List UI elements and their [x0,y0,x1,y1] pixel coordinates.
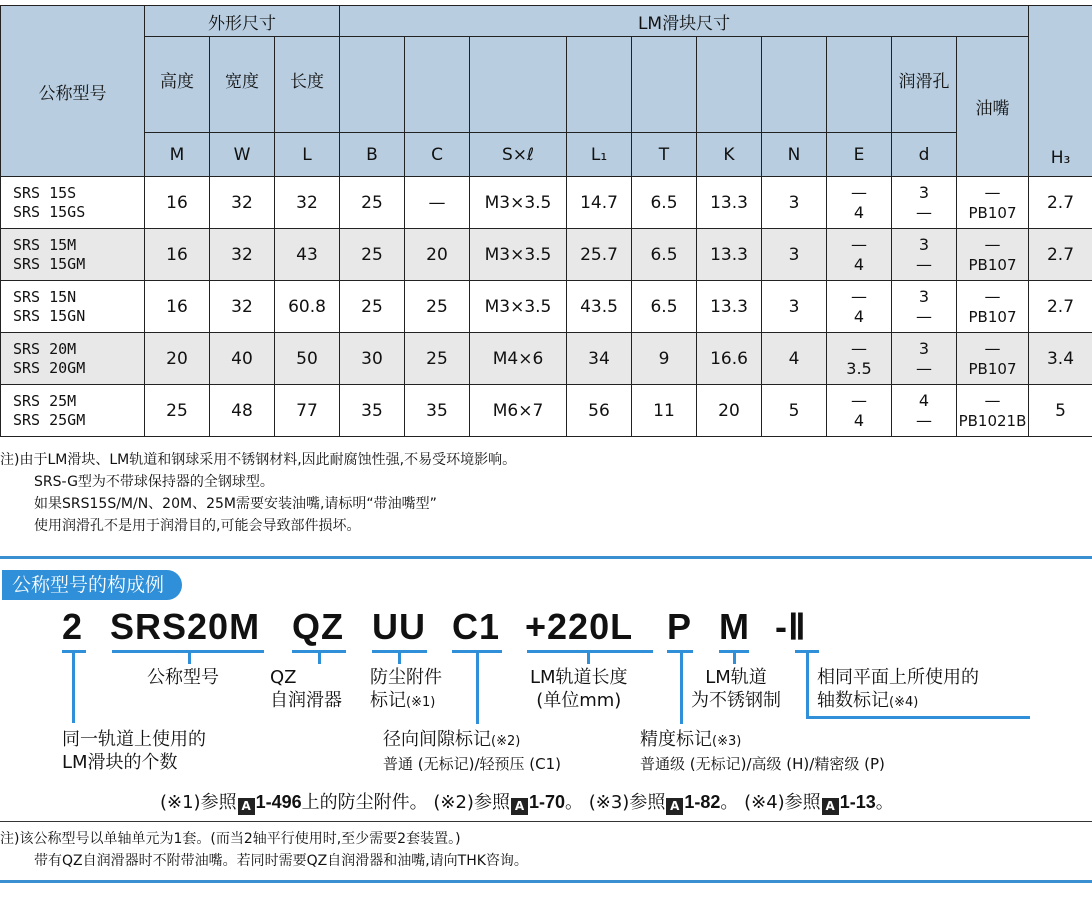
cell-T: 6.5 [632,281,697,333]
cell-K: 13.3 [697,281,762,333]
cell-S: M3×3.5 [470,281,567,333]
cell-N: 3 [762,281,827,333]
sym-L1: L₁ [567,133,632,177]
sym-T: T [632,133,697,177]
note-line: 注)由于LM滑块、LM轨道和钢球采用不锈钢材料,因此耐腐蚀性强,不易受环境影响。 [0,452,517,468]
note-line: SRS-G型为不带球保持器的全钢球型。 [34,474,274,490]
sym-Sl: S×ℓ [470,133,567,177]
cell-B: 30 [340,333,405,385]
cell-nipple: — PB107 [957,229,1029,281]
cell-L1: 14.7 [567,177,632,229]
note-line: 注)该公称型号以单轴单元为1套。(而当2轴平行使用时,至少需要2套装置。) [0,831,461,847]
cell-nipple: — PB1021B [957,385,1029,437]
cell-K: 16.6 [697,333,762,385]
composition-title: 公称型号的构成例 [2,570,182,600]
grease-nipple-header: 油嘴 [957,37,1029,177]
catalog-section-a-icon: A [666,798,683,815]
cell-nipple: — PB107 [957,177,1029,229]
cell-S: M6×7 [470,385,567,437]
cell-C: 35 [405,385,470,437]
cell-d: 3 — [892,177,957,229]
cell-C: 25 [405,281,470,333]
code-c1: C1 [452,606,501,647]
spec-table [0,5,1092,437]
cell-L: 43 [275,229,340,281]
cell-H3: 2.7 [1029,281,1092,333]
cell-L1: 25.7 [567,229,632,281]
blank-header [405,37,470,133]
cell-E: — 4 [827,229,892,281]
cell-C: 25 [405,333,470,385]
label-axes: 相同平面上所使用的 轴数标记(※4) [817,667,979,711]
cell-E: — 4 [827,281,892,333]
catalog-section-a-icon: A [511,798,528,815]
table-notes [0,449,516,537]
code-model: SRS20M [110,606,261,647]
blank-header [632,37,697,133]
cell-W: 32 [210,229,275,281]
cell-W: 32 [210,177,275,229]
cell-d: 4 — [892,385,957,437]
sym-B: B [340,133,405,177]
code-axes: -Ⅱ [775,606,807,647]
note-line: 使用润滑孔不是用于润滑目的,可能会导致部件损坏。 [34,518,361,534]
sym-W: W [210,133,275,177]
cell-E: — 4 [827,177,892,229]
height-header: 高度 [145,37,210,133]
code-count: 2 [62,606,84,647]
table-row [1,333,1092,385]
cell-W: 32 [210,281,275,333]
cell-d: 3 — [892,333,957,385]
cell-W: 40 [210,333,275,385]
cell-B: 25 [340,281,405,333]
catalog-section-a-icon: A [238,798,255,815]
cell-B: 25 [340,229,405,281]
code-accuracy: P [667,606,693,647]
thin-divider [0,821,1092,822]
cell-N: 5 [762,385,827,437]
cell-N: 3 [762,177,827,229]
cell-H3: 5 [1029,385,1092,437]
cell-L: 77 [275,385,340,437]
model-cell: SRS 15S SRS 15GS [1,177,145,229]
sym-N: N [762,133,827,177]
sym-d: d [892,133,957,177]
blank-header [762,37,827,133]
blank-header [470,37,567,133]
cell-nipple: — PB107 [957,333,1029,385]
cell-M: 16 [145,229,210,281]
cell-T: 11 [632,385,697,437]
cell-H3: 2.7 [1029,177,1092,229]
code-rail-length: +220L [525,606,634,647]
cell-N: 4 [762,333,827,385]
cell-T: 9 [632,333,697,385]
cell-W: 48 [210,385,275,437]
catalog-section-a-icon: A [822,798,839,815]
code-stainless: M [719,606,750,647]
cell-E: — 4 [827,385,892,437]
label-stainless: LM轨道 为不锈钢制 [691,667,781,711]
composition-notes [0,828,528,872]
label-rail-length: LM轨道长度 (单位mm) [530,667,628,711]
section-divider [0,556,1092,559]
bottom-divider [0,880,1092,883]
cell-S: M3×3.5 [470,177,567,229]
cell-L: 50 [275,333,340,385]
label-block-count: 同一轨道上使用的 LM滑块的个数 [62,729,206,773]
blank-header [340,37,405,133]
cell-K: 13.3 [697,229,762,281]
blank-header [697,37,762,133]
cell-L: 32 [275,177,340,229]
cell-B: 25 [340,177,405,229]
table-row [1,177,1092,229]
code-qz: QZ [292,606,344,647]
cell-E: — 3.5 [827,333,892,385]
blank-header [827,37,892,133]
note-line: 带有QZ自润滑器时不附带油嘴。若同时需要QZ自润滑器和油嘴,请向THK咨询。 [34,853,528,869]
h3-header: H₃ [1029,6,1092,177]
label-qz: QZ 自润滑器 [270,667,342,711]
model-header: 公称型号 [1,6,145,177]
cell-L1: 43.5 [567,281,632,333]
table-row [1,281,1092,333]
cell-L1: 34 [567,333,632,385]
code-uu: UU [372,606,426,647]
cell-T: 6.5 [632,229,697,281]
cell-M: 16 [145,177,210,229]
sym-K: K [697,133,762,177]
cell-T: 6.5 [632,177,697,229]
cell-nipple: — PB107 [957,281,1029,333]
table-row [1,229,1092,281]
cell-H3: 3.4 [1029,333,1092,385]
cell-S: M4×6 [470,333,567,385]
label-accuracy: 精度标记(※3) 普通级 (无标记)/高级 (H)/精密级 (P) [640,729,885,773]
sym-E: E [827,133,892,177]
blank-header [567,37,632,133]
outer-dims-header: 外形尺寸 [145,6,340,37]
cell-H3: 2.7 [1029,229,1092,281]
cell-d: 3 — [892,229,957,281]
label-seal: 防尘附件 标记(※1) [370,667,442,711]
model-cell: SRS 25M SRS 25GM [1,385,145,437]
cell-C: 20 [405,229,470,281]
lube-hole-header: 润滑孔 [892,37,957,133]
reference-line: (※1)参照 A 1-496上的防尘附件。 (※2)参照 A 1-70。 (※3)参照 A 1-82。 (※4)参照 A 1-13。 [160,792,894,813]
sym-M: M [145,133,210,177]
model-cell: SRS 15M SRS 15GM [1,229,145,281]
table-row [1,385,1092,437]
cell-L: 60.8 [275,281,340,333]
cell-S: M3×3.5 [470,229,567,281]
cell-K: 20 [697,385,762,437]
length-header: 长度 [275,37,340,133]
width-header: 宽度 [210,37,275,133]
cell-N: 3 [762,229,827,281]
cell-C: — [405,177,470,229]
cell-d: 3 — [892,281,957,333]
cell-K: 13.3 [697,177,762,229]
label-model: 公称型号 [147,667,219,688]
cell-L1: 56 [567,385,632,437]
cell-M: 20 [145,333,210,385]
cell-M: 25 [145,385,210,437]
sym-C: C [405,133,470,177]
model-cell: SRS 15N SRS 15GN [1,281,145,333]
model-cell: SRS 20M SRS 20GM [1,333,145,385]
note-line: 如果SRS15S/M/N、20M、25M需要安装油嘴,请标明“带油嘴型” [34,496,437,512]
label-clearance: 径向间隙标记(※2) 普通 (无标记)/轻预压 (C1) [383,729,562,773]
cell-M: 16 [145,281,210,333]
cell-B: 35 [340,385,405,437]
lm-block-dims-header: LM滑块尺寸 [340,6,1029,37]
sym-L: L [275,133,340,177]
